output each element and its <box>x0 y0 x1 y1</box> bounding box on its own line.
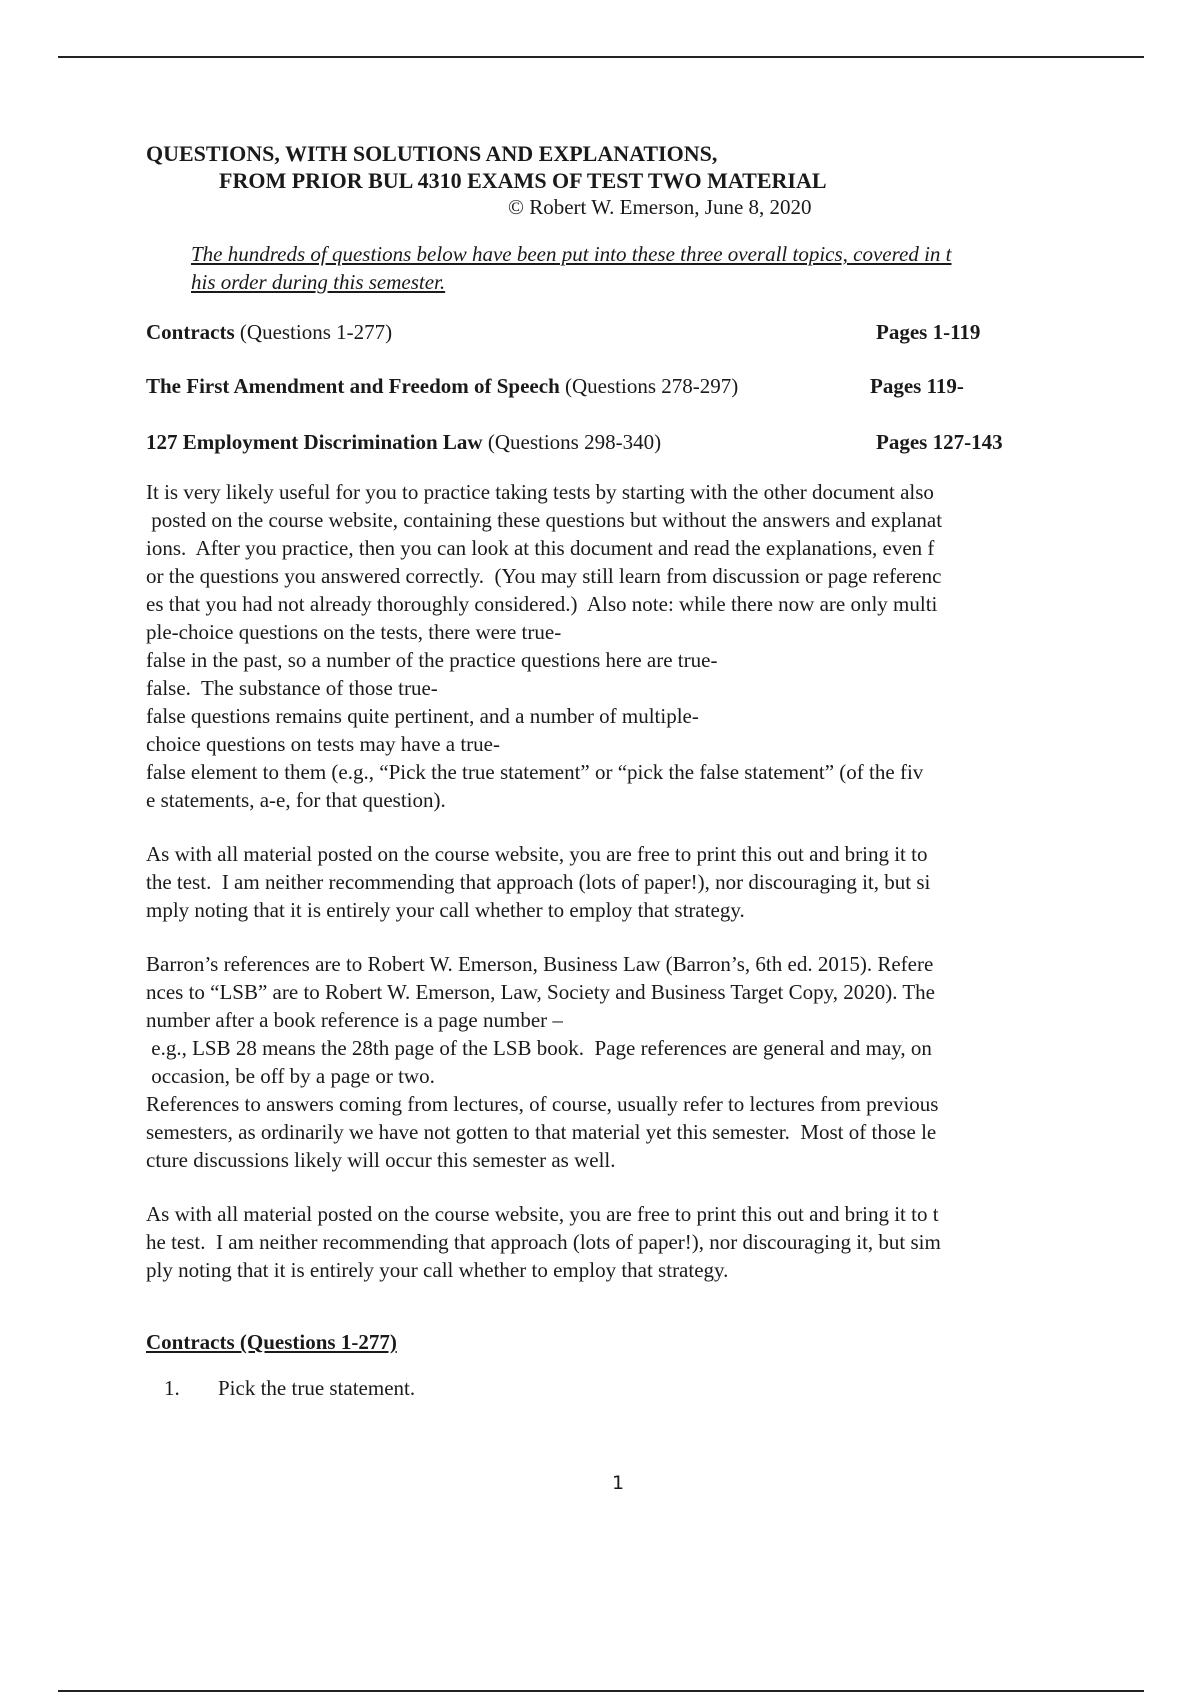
intro-note <box>146 240 1096 296</box>
top-rule <box>58 56 1144 58</box>
document-page <box>146 140 1096 1402</box>
text-line: ple-choice questions on the tests, there were true- <box>146 620 562 644</box>
topic-questions: (Questions 278-297) <box>559 374 739 398</box>
text-line: the test. I am neither recommending that approach (lots of paper!), nor discouraging it, but si <box>146 870 931 894</box>
paragraph-print-policy <box>146 840 1096 924</box>
text-line: false element to them (e.g., “Pick the true statement” or “pick the false statement” (of the fiv <box>146 760 924 784</box>
text-line: e statements, a-e, for that question). <box>146 788 446 812</box>
topic-row-first-amendment <box>146 372 1096 400</box>
text-line: ions. After you practice, then you can look at this document and read the explanations, even f <box>146 536 935 560</box>
topic-questions: (Questions 1-277) <box>234 320 393 344</box>
text-line: As with all material posted on the course website, you are free to print this out and bring it to <box>146 842 928 866</box>
text-line: ply noting that it is entirely your call whether to employ that strategy. <box>146 1258 729 1282</box>
text-line: It is very likely useful for you to practice taking tests by starting with the other document also <box>146 480 934 504</box>
intro-line-2: his order during this semester. <box>191 270 446 294</box>
document-title-line-1: QUESTIONS, WITH SOLUTIONS AND EXPLANATIONS, <box>146 141 718 166</box>
text-line: e.g., LSB 28 means the 28th page of the LSB book. Page references are general and may, on <box>146 1036 932 1060</box>
topic-row-employment <box>146 428 1096 456</box>
text-line: Barron’s references are to Robert W. Emerson, Business Law (Barron’s, 6th ed. 2015). Refere <box>146 952 934 976</box>
topic-list <box>146 318 1096 456</box>
copyright-line: © Robert W. Emerson, June 8, 2020 <box>508 195 812 219</box>
text-line: References to answers coming from lectures, of course, usually refer to lectures from previous <box>146 1092 939 1116</box>
text-line: cture discussions likely will occur this semester as well. <box>146 1148 616 1172</box>
topic-title: Contracts <box>146 320 235 344</box>
page-number: 1 <box>611 1472 625 1494</box>
text-line: he test. I am neither recommending that approach (lots of paper!), nor discouraging it, but sim <box>146 1230 941 1254</box>
text-line: es that you had not already thoroughly considered.) Also note: while there now are only multi <box>146 592 938 616</box>
text-line: As with all material posted on the course website, you are free to print this out and bring it to t <box>146 1202 939 1226</box>
paragraph-print-policy-repeat <box>146 1200 1096 1284</box>
text-line: false questions remains quite pertinent, and a number of multiple- <box>146 704 699 728</box>
text-line: choice questions on tests may have a true- <box>146 732 500 756</box>
text-line: posted on the course website, containing these questions but without the answers and explanat <box>146 508 943 532</box>
topic-row-contracts <box>146 318 1096 346</box>
topic-questions: (Questions 298-340) <box>482 430 662 454</box>
text-line: mply noting that it is entirely your call whether to employ that strategy. <box>146 898 745 922</box>
topic-pages: Pages 127-143 <box>876 430 1003 454</box>
topic-pages: Pages 119- <box>870 374 964 398</box>
question-item <box>146 1374 1096 1402</box>
text-line: occasion, be off by a page or two. <box>146 1064 435 1088</box>
topic-title: The First Amendment and Freedom of Speech <box>146 374 560 398</box>
section-heading-contracts <box>146 1328 1096 1356</box>
paragraph-references <box>146 950 1096 1174</box>
document-title-line-2: FROM PRIOR BUL 4310 EXAMS OF TEST TWO MATERIAL <box>219 168 827 193</box>
topic-title: 127 Employment Discrimination Law <box>146 430 483 454</box>
intro-line-1: The hundreds of questions below have been put into these three overall topics, covered in t <box>191 242 952 266</box>
text-line: nces to “LSB” are to Robert W. Emerson, Law, Society and Business Target Copy, 2020). The <box>146 980 936 1004</box>
text-line: or the questions you answered correctly. (You may still learn from discussion or page referenc <box>146 564 942 588</box>
question-number: 1. <box>164 1376 180 1400</box>
bottom-rule <box>58 1690 1144 1692</box>
topic-pages: Pages 1-119 <box>876 320 981 344</box>
section-heading-text: Contracts (Questions 1-277) <box>146 1330 397 1354</box>
text-line: false in the past, so a number of the practice questions here are true- <box>146 648 718 672</box>
text-line: number after a book reference is a page number – <box>146 1008 563 1032</box>
text-line: false. The substance of those true- <box>146 676 438 700</box>
paragraph-practice <box>146 478 1096 814</box>
question-text: Pick the true statement. <box>218 1376 416 1400</box>
text-line: semesters, as ordinarily we have not gotten to that material yet this semester. Most of those le <box>146 1120 937 1144</box>
